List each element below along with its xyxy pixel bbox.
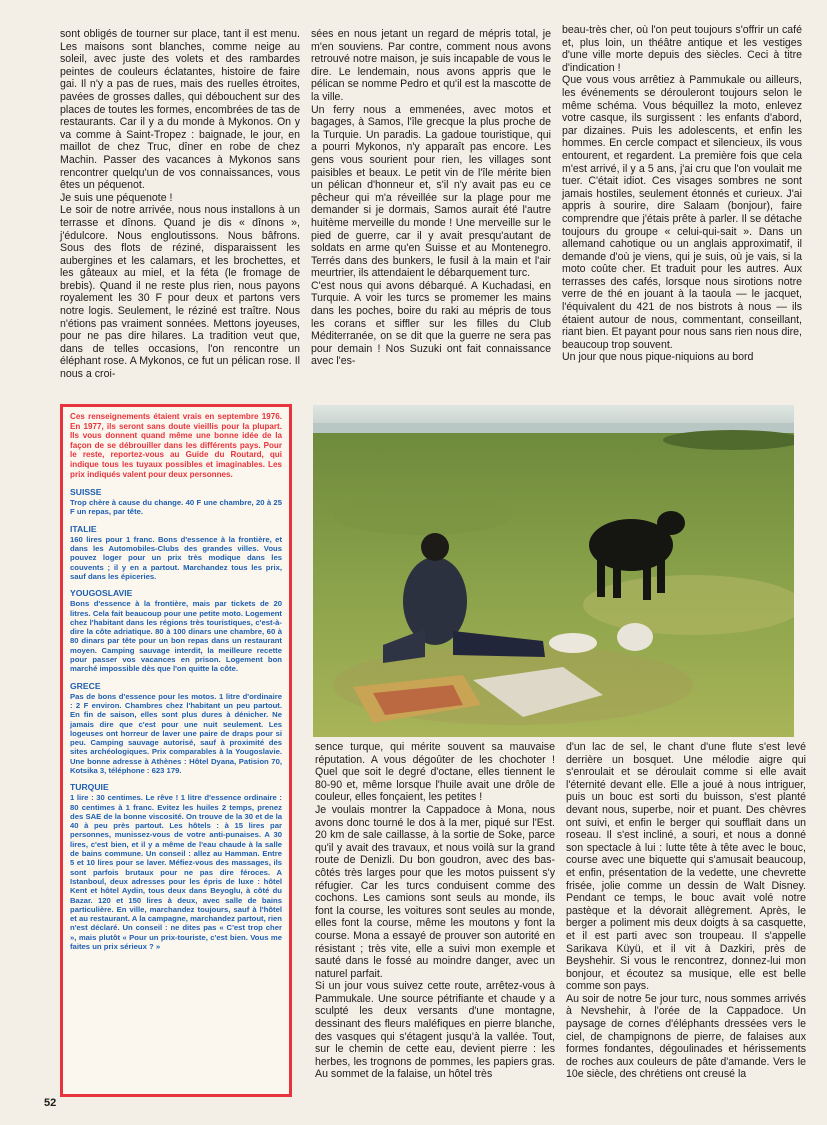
paragraph: Que vous vous arrêtiez à Pammukale ou ailleurs, les événements se dérouleront toujours selon le même schéma. Vous béquillez la moto, enlevez votre casque, ils surgissent : les enfants d'abord, par dizaines. Puis les adolescents, et enfin les hommes. En cercle compact et silencieux, ils vous entourent, et regardent. La première fois que cela m'est arrivé, il y a 5 ans, j'ai cru que l'on voulait me tuer. C'était idiot. Ces visages sombres ne sont jamais hostiles, seulement étonnés et curieux. J'ai appris à sourire, dire Salaam (bonjour), faire comprendre que j'étais prête à parler. Il se détache toujours du groupe « celui-qui-sait ». Dans un allemand cahotique ou un anglais approximatif, il demande d'où je viens, qui je suis, où je vais, si la moto coûte cher. Et traduit pour les autres. Aux terrasses des cafés, lorsque nous sirotions notre verre de thé en jouant à la taoula — le jacquet, l'équivalent du 421 de nos bistrots à nous — ils étaient autour de nous, commentant, conseillant, riant bien. Et payant pour nous sans rien nous dire, beaucoup trop souvent. (562, 74, 802, 351)
picnic-photo (313, 405, 794, 737)
paragraph: Un ferry nous a emmenées, avec motos et bagages, à Samos, l'île grecque la plus proche de la Turquie. Un paradis. La gadoue touristique, qui a pourri Mykonos, n'y apparaît pas encore. Les gens vous sourient pour rien, les villages sont paisibles et beaux. Le petit vin de l'île mérite bien un pélican d'honneur et, s'il n'y avait pas eu ce pêcheur qui m'a réveillée sur la plage pour me demander si je dormais, Samos aurait été l'autre huitème merveille du monde ! Une merveille sur le pied de guerre, car il y avait presqu'autant de soldats en arme qu'en Suisse et au Montenegro. Terrés dans des bunkers, le fusil à la main et l'air meurtrier, ils attendaient le débarquement turc. (311, 103, 551, 280)
section-heading-italie: ITALIE (70, 523, 97, 534)
section-text-turquie: 1 lire : 30 centimes. Le rêve ! 1 litre d'essence ordinaire : 80 centimes à 1 franc. Evitez les huiles 2 temps, prenez des SAE de la bonne viscosité. On trouve de la 30 et de la 40 à peu près partout. Les hôtels : à 15 lires par personnes, munissez-vous de votre anti-punaises. A 30 lires, c'est bien, et il y a même de l'eau chaude à la salle de bains commune. Un conseil : allez au Hamman. Entre 5 et 10 lires pour se laver. Méfiez-vous des massages, ils sont parfois brutaux pour ne pas dire féroces. A Istanboul, deux adresses pour les épris de luxe : hôtel Kent et hôtel Aydin, tous deux dans Beyoglu, à côté du Bazar. 120 et 150 lires à deux, avec salle de bains particulière. En ville, marchandez toujours, sauf à l'hôtel et au restaurant. A la campagne, marchandez partout, rien n'est déclaré. Un conseil : ne dites pas « C'est trop cher », mais plutôt « Pour un prix-touriste, c'est bien. Vous me faites un prix sérieux ? » (70, 793, 282, 952)
section-heading-suisse: SUISSE (70, 487, 102, 498)
paragraph: Je suis une péquenote ! (60, 191, 173, 204)
paragraph: Le soir de notre arrivée, nous nous installons à un terrasse et dînons. Quand je dis « dînons », j'édulcore. Nous engloutissons. Nous bâfrons. Sous des flots de réziné, disparaissent les aubergines et les calamars, et les brochettes, et les gâteaux au miel, et la féta (le fromage de brebis). Quand il ne reste plus rien, nous payons royalement les 30 F pour deux et partons vers notre logis. Seulement, le réziné est traître. Nous n'étions pas vraiment sonnées. Mettons joyeuses, pour ne pas dire hilares. La tradition veut que, dans de telles occasions, l'on rencontre un éléphant rose. A Mykonos, ce fut un pélican rose. Il nous a croi- (60, 204, 300, 381)
picnic-photo-illustration (313, 405, 794, 737)
paragraph: d'un lac de sel, le chant d'une flute s'est levé derrière un bosquet. Une mélodie aigre qui s'enroulait et se déroulait comme si elle avait l'éternité devant elle. Elle a joué à nous intriguer, puis un bouc est sorti du buisson, s'est planté devant nous, superbe, noir et puant. Des chèvres ont suivi, et enfin le berger qui soufflait dans un roseau. Il s'est incliné, a souri, et nous a donné son spectacle à lui : lutte tête à tête avec le bouc, course avec une biquette qui s'amusait beaucoup, et enfin, présentation de la vedette, une chevrette frisée, jolie comme un dessin de Walt Disney. Pendant ce temps, le bouc avait volé notre pastèque et la dévorait allègrement. Après, le berger a poliment mis deux doigts à sa casquette, et il est parti avec son troupeau. Il s'appelle Sarikava Küyü, et il vit à Dazkiri, près de Beyshehir. Si vous le rencontrez, donnez-lui mon bonjour, et écoutez sa musique, elle est belle comme son pays. (566, 741, 806, 993)
paragraph: sence turque, qui mérite souvent sa mauvaise réputation. A vous dégoûter de les chochoter ! Quel que soit le degré d'octane, elles tiennent le 80-90 et, même lorsque l'huile avait une drôle de couleur, elles fonçaient, les petites ! (315, 741, 555, 804)
article-column-bottom-1 (315, 741, 555, 1081)
article-column-top-3 (562, 24, 802, 364)
paragraph: C'est nous qui avons débarqué. A Kuchadasi, en Turquie. A voir les turcs se promemer les mains dans les poches, boire du raki au mépris de tous les corans et siffler sur les filles du Club Méditerranée, on se dit que la guerre ne sera pas pour demain ! Nos Suzuki ont fait connaissance avec l'es- (311, 279, 551, 368)
paragraph: sont obligés de tourner sur place, tant il est menu. Les maisons sont blanches, comme neige au soleil, avec juste des volets et des rambardes peintes de couleurs éclatantes, histoire de faire gai. Il n'y a pas de rues, mais des ruelles étroites, pavées de grosses dalles, qui débouchent sur des places de toutes les formes, encombrées de tas de restaurants. Car il y a du monde à Mykonos. On y va comme à Saint-Tropez : baignade, le jour, en maillot de chez Truc, dîner en robe de chez Machin. Passer des vacances à Mykonos sans rencontrer quelqu'un de vos connaissances, vous êtes un péquenot. (60, 28, 300, 192)
section-heading-grece: GRECE (70, 680, 101, 691)
article-column-bottom-2 (566, 741, 806, 1081)
section-text-suisse: Trop chère à cause du change. 40 F une chambre, 20 à 25 F un repas, par tête. (70, 498, 282, 517)
sidebar-intro: Ces renseignements étaient vrais en septembre 1976. En 1977, ils seront sans doute vieillis pour la plupart. Ils vous donnent quand même une bonne idée de la façon de se débrouiller dans les différents pays. Pour le reste, reportez-vous au Guide du Routard, qui indique tous les tuyaux possibles et imaginables. Les prix indiqués valent pour deux personnes. (70, 412, 282, 479)
section-text-yougoslavie: Bons d'essence à la frontière, mais par tickets de 20 litres. Cela fait beaucoup pour une petite moto. Logement chez l'habitant dans les régions très touristiques, c'est-à-dire la côte adriatique. 80 à 100 dinars une chambre, 60 à 80 dinars par tête pour un bon repas dans un restaurant moyen. Camping sauvage interdit, la meilleure recette pour passer vos vacances en prison. Logement bon marché impossible dès que l'on quitte la côte. (70, 599, 282, 674)
section-text-grece: Pas de bons d'essence pour les motos. 1 litre d'ordinaire : 2 F environ. Chambres chez l'habitant un peu partout. En fin de saison, elles sont plus dures à dénicher. Ne jamais dire que c'est pour une nuit seulement. Les logeuses ont horreur de laver une paire de draps pour si peu. Camping sauvage autorisé, sauf à proximité des sites archéologiques. Prix comparables à la Yougoslavie. Une bonne adresse à Athènes : Hôtel Dyana, Patision 70, Kotsika 3, téléphone : 623 179. (70, 691, 282, 775)
paragraph: Au soir de notre 5e jour turc, nous sommes arrivés à Nevshehir, à l'orée de la Cappadoce. Un paysage de cornes d'éléphants dressées vers le ciel, de champignons de pierre, de falaises aux formes fondantes, dégoulinades et hérissements de roches aux couleurs de pâte d'amande. Vers le 10e siècle, des chrétiens ont creusé la (566, 992, 806, 1081)
paragraph: Je voulais montrer la Cappadoce à Mona, nous avons donc tourné le dos à la mer, piqué sur l'Est. 20 km de sale caillasse, à la sortie de Soke, parce qu'il y avait des travaux, et nous voilà sur la grand route de Denizli. Du bon goudron, avec des bas-côtés très larges pour que les motos puissent s'y réfugier. Car les turcs conduisent comme des cochons. Les camions sont seuls au monde, ils font la course, les voitures sont seules au monde, elles font la course, même les moutons y font la course. Mona a essayé de prouver son autorité en résistant ; très vite, elle a suivi mon exemple et sauté dans le fossé au moindre danger, avec un naturel parfait. (315, 803, 555, 980)
paragraph: Un jour que nous pique-niquions au bord (562, 351, 754, 364)
section-heading-yougoslavie: YOUGOSLAVIE (70, 588, 133, 599)
article-column-top-2 (311, 28, 551, 368)
section-text-italie: 160 lires pour 1 franc. Bons d'essence à la frontière, et dans les Automobiles-Clubs des grandes villes. Vous pouvez loger pour un prix très modique dans les couvents ; il y en a partout. Marchandez tous les prix, sauf dans les épiceries. (70, 534, 282, 581)
travel-info-sidebar (60, 404, 292, 1097)
paragraph: beau-très cher, où l'on peut toujours s'offrir un café et, plus loin, un théâtre antique et les vestiges d'une ville morte depuis des siècles. Ceci à titre d'indication ! (562, 24, 802, 74)
article-column-top-1 (60, 28, 300, 381)
section-heading-turquie: TURQUIE (70, 782, 109, 793)
paragraph: sées en nous jetant un regard de mépris total, je m'en souviens. Par contre, comment nous avons retrouvé notre maison, je suis incapable de vous le dire. Le lendemain, nous avons appris que le pélican se nomme Pedro et qu'il est la mascotte de la ville. (311, 28, 551, 103)
paragraph: Si un jour vous suivez cette route, arrêtez-vous à Pammukale. Une source pétrifiante et chaude y a sculpté les deux versants d'une montagne, dessinant des fleurs maléfiques en pierre blanche, des vasques qui s'étagent jusqu'à la vallée. Tout, sur le chemin de cette eau, devient pierre : les herbes, les trognons de pommes, les papiers gras. Au sommet de la falaise, un hôtel très (315, 980, 555, 1081)
page-number: 52 (44, 1097, 57, 1109)
